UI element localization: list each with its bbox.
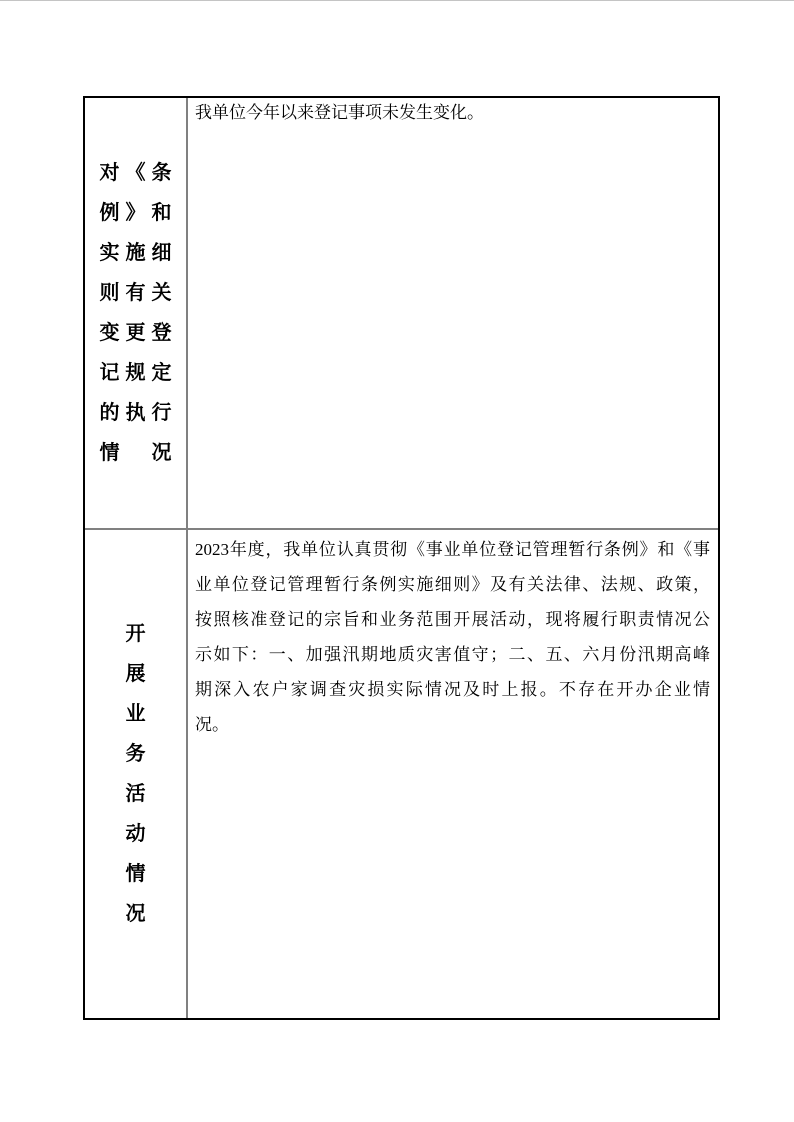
label-line: 况 bbox=[125, 903, 146, 925]
content-line: 2023年度，我单位认真贯彻《事业单位登记管理暂行条例》和《事 bbox=[195, 540, 710, 559]
row2-label-cell-business-activities bbox=[85, 530, 188, 1018]
label-line: 展 bbox=[125, 663, 146, 685]
label-line: 开 bbox=[125, 623, 146, 645]
content-line: 况。 bbox=[195, 715, 229, 734]
annual-report-table bbox=[83, 96, 720, 1020]
label-line: 对《条 bbox=[99, 162, 172, 184]
content-line: 示如下：一、加强汛期地质灾害值守；二、五、六月份汛期高峰 bbox=[195, 645, 710, 664]
label-line: 例》和 bbox=[99, 202, 172, 224]
label-line: 变更登 bbox=[99, 322, 172, 344]
content-line: 我单位今年以来登记事项未发生变化。 bbox=[195, 103, 484, 122]
content-line: 业单位登记管理暂行条例实施细则》及有关法律、法规、政策， bbox=[195, 575, 710, 594]
label-line: 的执行 bbox=[99, 402, 172, 424]
content-line: 按照核准登记的宗旨和业务范围开展活动，现将履行职责情况公 bbox=[195, 610, 710, 629]
label-line: 实施细 bbox=[99, 242, 172, 264]
row1-label-cell-change-registration bbox=[85, 98, 188, 530]
content-line: 期深入农户家调查灾损实际情况及时上报。不存在开办企业情 bbox=[195, 680, 710, 699]
label-line: 业 bbox=[125, 703, 146, 725]
row1-content-cell-change-registration bbox=[188, 98, 718, 530]
label-line: 情 bbox=[125, 863, 146, 885]
label-line: 情况 bbox=[99, 442, 172, 464]
label-line: 动 bbox=[125, 823, 146, 845]
page-top-edge bbox=[0, 0, 794, 1]
row2-content-cell-business-activities bbox=[188, 530, 718, 1018]
label-line: 务 bbox=[125, 743, 146, 765]
label-line: 则有关 bbox=[99, 282, 172, 304]
label-line: 活 bbox=[125, 783, 146, 805]
label-line: 记规定 bbox=[99, 362, 172, 384]
